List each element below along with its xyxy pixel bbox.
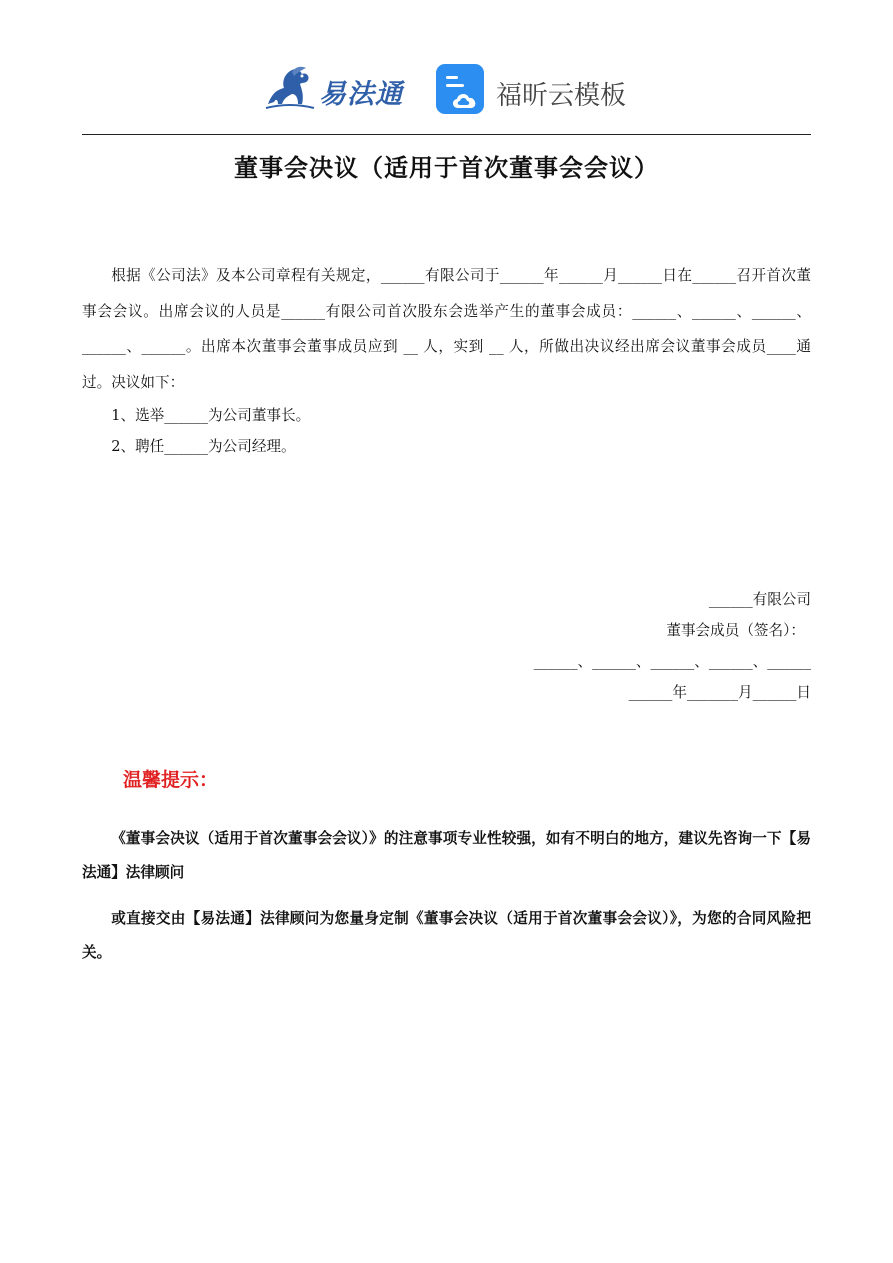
yifatong-logo-text: 易法通	[319, 79, 403, 110]
foxit-logo	[436, 64, 636, 118]
tips-paragraph-1: 《董事会决议（适用于首次董事会会议）》的注意事项专业性较强，如有不明白的地方，建议先咨询一下【易法通】法律顾问	[82, 830, 811, 881]
resolution-item-2: 2、聘任______为公司经理。	[111, 438, 296, 455]
foxit-logo-text: 福昕云模板	[496, 81, 627, 111]
horse-icon	[262, 60, 318, 116]
resolution-paragraph: 根据《公司法》及本公司章程有关规定，______有限公司于______年______月______日在______召开首次董事会会议。出席会议的人员是______有限公司首次股东会选举产生的董事会成员：______、______、______、______、______。出席本次董事会董事成员应到 __ 人，实到 __ 人，所做出决议经出席会议董事会成员____通过。决议如下：	[82, 267, 811, 391]
cloud-document-icon	[436, 64, 486, 116]
signature-date: ______年_______月______日	[628, 684, 811, 701]
signature-block	[534, 586, 811, 710]
tips-paragraph-2: 或直接交由【易法通】法律顾问为您量身定制《董事会决议（适用于首次董事会会议）》，为您的合同风险把关。	[82, 910, 811, 961]
document-body	[82, 258, 811, 462]
resolution-item-1: 1、选举______为公司董事长。	[111, 407, 311, 424]
signature-members-blanks: ______、______、______、______、______	[533, 653, 811, 670]
signature-members-label: 董事会成员（签名）：	[666, 622, 805, 639]
signature-company: ______有限公司	[708, 591, 811, 608]
header	[0, 58, 893, 124]
tips-title: 温馨提示：	[123, 769, 219, 791]
yifatong-logo	[262, 60, 412, 118]
tips-section	[82, 822, 811, 982]
header-divider	[82, 134, 811, 135]
document-title: 董事会决议（适用于首次董事会会议）	[234, 153, 659, 182]
